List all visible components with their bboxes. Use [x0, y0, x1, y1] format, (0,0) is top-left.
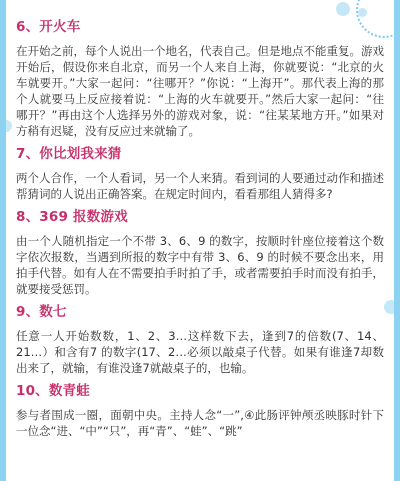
section-body: 参与者围成一圈，面朝中央。主持人念“一”,④此肠评钟颅丞映豚时针下一位念“进、“中”“只”，再“青”、“蛙”、“跳”: [16, 408, 384, 438]
section-title: 6、开火车: [16, 19, 81, 35]
section-title: 7、你比划我来猜: [16, 146, 122, 162]
section-title: 9、数七: [16, 304, 67, 320]
page: [6, 0, 394, 481]
section-body: 任意一人开始数数，1、2、3…这样数下去，逢到7的倍数(7、14、21…）和含有7 的数字(17、2…必须以敲桌子代替。如果有谁逢7却数出来了，就输，有谁没逢7就敲桌子的，也输。: [16, 329, 384, 375]
decorative-bubble: [336, 2, 350, 16]
section-title: 8、369 报数游戏: [16, 209, 128, 225]
article-content: [16, 18, 384, 443]
section-title: 10、数青蛙: [16, 383, 90, 399]
section-body: 在开始之前，每个人说出一个地名，代表自己。但是地点不能重复。游戏开始后，假设你来自北京，而另一个人来自上海，你就要说：“北京的火车就要开。”大家一起问：“往哪开？”你说：“上海开”。那代表上海的那个人就要马上反应接着说：“上海的火车就要开。”然后大家一起问：“往哪开？”再由这个人选择另外的游戏对象，说：“往某某地方开。”如果对方稍有迟疑，没有反应过来就输了。: [16, 44, 384, 138]
section-body: 两个人合作，一个人看词，另一个人来猜。看到词的人要通过动作和描述帮猜词的人说出正确答案。在规定时间内，看看那组人猜得多?: [16, 171, 384, 201]
decorative-bubble: [384, 300, 394, 314]
section-body: 由一个人随机指定一个不带 3、6、9 的数字，按顺时针座位接着这个数字依次报数，当遇到所报的数字中有带 3、6、9 的时候不要念出来，用拍手代替。如有人在不需要拍手时拍了手，或者需要拍手时而没有拍手，就要接受惩罚。: [16, 234, 384, 296]
decorative-bubble: [6, 120, 12, 132]
